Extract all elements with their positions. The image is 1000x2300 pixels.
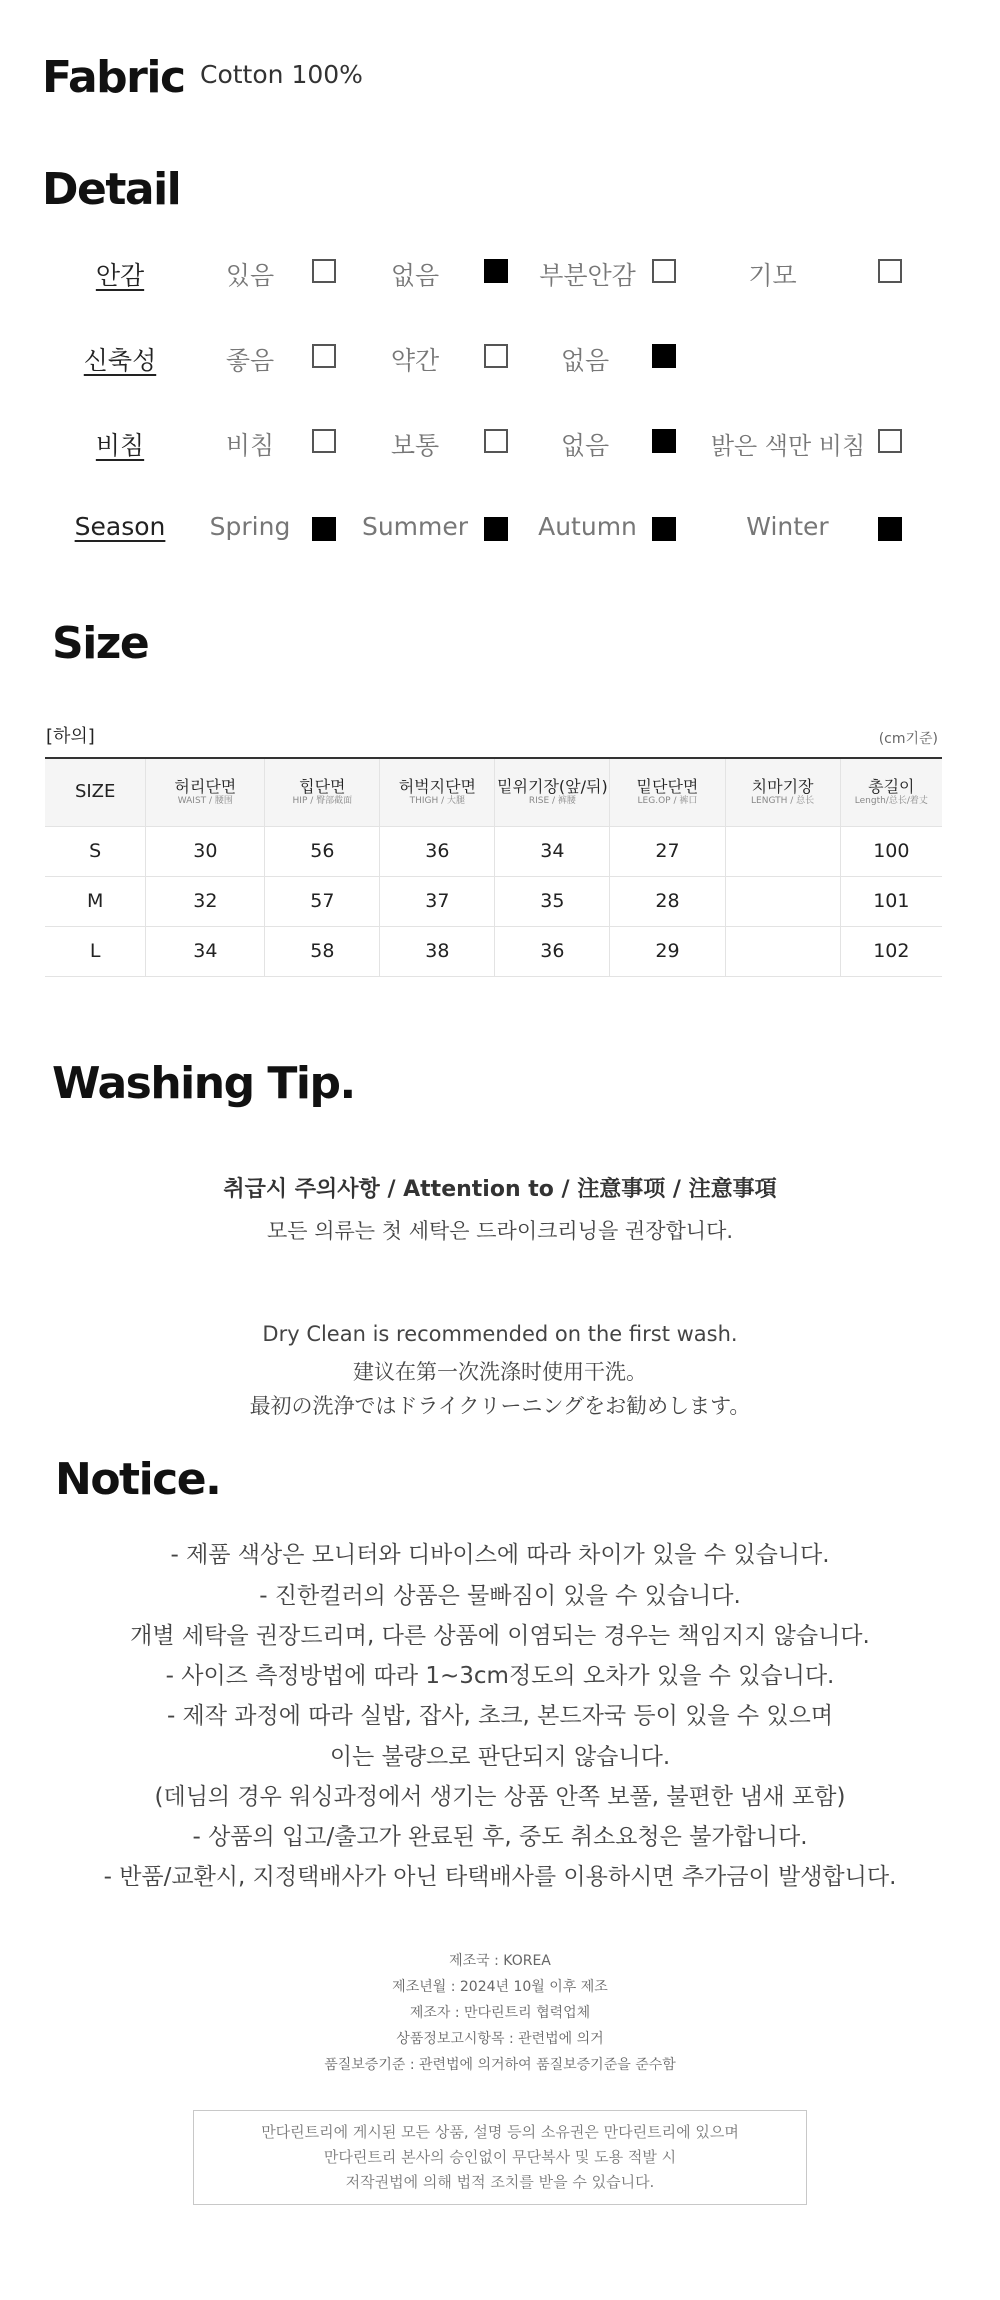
season-option-label: Autumn: [538, 512, 637, 541]
notice-line: 이는 불량으로 판단되지 않습니다.: [329, 1744, 671, 1770]
stretch-option-label: 좋음: [225, 346, 275, 375]
detail-title: Detail: [42, 164, 181, 215]
stretch-option-checkbox[interactable]: [312, 344, 336, 368]
stretch-option-checkbox[interactable]: [652, 344, 676, 368]
copyright-line: 저작권법에 의해 법적 조치를 받을 수 있습니다.: [345, 2173, 655, 2191]
notice-line: - 제품 색상은 모니터와 디바이스에 따라 차이가 있을 수 있습니다.: [170, 1542, 830, 1568]
copyright-line: 만다린트리에 게시된 모든 상품, 설명 등의 소유권은 만다린트리에 있으며: [261, 2123, 739, 2141]
table-row: [45, 826, 942, 876]
lining-option-checkbox[interactable]: [312, 259, 336, 283]
lining-option-checkbox[interactable]: [652, 259, 676, 283]
sheerness-option-label: 없음: [560, 431, 610, 460]
fabric-value: Cotton 100%: [200, 60, 363, 89]
col-sub: LENGTH / 总长: [751, 796, 815, 806]
col-main: 밑단단면: [636, 776, 699, 796]
size-cell: [725, 926, 840, 976]
sheerness-option-label: 비침: [225, 431, 275, 460]
footer-line: 품질보증기준 : 관련법에 의거하여 품질보증기준을 준수함: [324, 2057, 676, 2073]
season-option-label: Spring: [209, 512, 291, 541]
stretch-option-checkbox[interactable]: [484, 344, 508, 368]
size-cell: 102: [840, 926, 942, 976]
notice-title: Notice.: [55, 1454, 221, 1505]
lining-option-label: 있음: [225, 261, 275, 290]
sheerness-option-label: 보통: [390, 431, 440, 460]
season-option-label: Winter: [746, 512, 829, 541]
col-main: 치마기장: [751, 776, 814, 796]
size-cell: 30: [146, 826, 265, 876]
col-sub: WAIST / 腰围: [177, 796, 233, 806]
fabric-title: Fabric: [42, 52, 185, 103]
col-main: 밑위기장(앞/뒤): [497, 776, 608, 796]
size-cell: 100: [840, 826, 942, 876]
lining-option-label: 기모: [748, 261, 797, 290]
washing-line: 모든 의류는 첫 세탁은 드라이크리닝을 권장합니다.: [266, 1219, 734, 1243]
washing-line: 建议在第一次洗涤时使用干洗。: [353, 1360, 647, 1384]
size-col-header: [495, 758, 610, 826]
size-col-header: [380, 758, 495, 826]
notice-line: (데님의 경우 워싱과정에서 생기는 상품 안쪽 보풀, 불편한 냄새 포함): [154, 1784, 846, 1810]
sheerness-option-checkbox[interactable]: [484, 429, 508, 453]
col-sub: HIP / 臀部截面: [292, 796, 353, 806]
size-cell: 28: [610, 876, 725, 926]
size-col-header: [840, 758, 942, 826]
size-cell: [725, 876, 840, 926]
detail-label-stretch: 신축성: [83, 346, 157, 375]
season-option-checkbox[interactable]: [878, 517, 902, 541]
footer-line: 제조국 : KOREA: [449, 1953, 551, 1969]
table-row: [45, 876, 942, 926]
season-option-checkbox[interactable]: [652, 517, 676, 541]
notice-line: 개별 세탁을 권장드리며, 다른 상품에 이염되는 경우는 책임지지 않습니다.: [130, 1623, 870, 1649]
size-cell: [725, 826, 840, 876]
size-cell: 37: [380, 876, 495, 926]
col-main: 총길이: [868, 776, 915, 796]
size-cell: 36: [380, 826, 495, 876]
sheerness-option-checkbox[interactable]: [652, 429, 676, 453]
footer-line: 제조자 : 만다린트리 협력업체: [409, 2005, 591, 2021]
washing-heading: 취급시 주의사항 / Attention to / 注意事项 / 注意事項: [223, 1177, 777, 1202]
size-cell: 38: [380, 926, 495, 976]
season-option-label: Summer: [361, 512, 469, 541]
season-option-checkbox[interactable]: [312, 517, 336, 541]
size-table-tag: [하의]: [46, 726, 95, 747]
size-cell: S: [45, 826, 146, 876]
size-table-header: [45, 758, 942, 826]
size-cell: 35: [495, 876, 610, 926]
col-main: 허리단면: [174, 776, 237, 796]
detail-label-sheerness: 비침: [95, 431, 145, 460]
col-sub: THIGH / 大腿: [409, 796, 466, 806]
col-sub: LEG.OP / 裤口: [637, 796, 698, 806]
footer-line: 상품정보고시항목 : 관련법에 의거: [396, 2031, 604, 2047]
size-cell: 34: [495, 826, 610, 876]
lining-option-label: 없음: [390, 261, 440, 290]
notice-line: - 상품의 입고/출고가 완료된 후, 중도 취소요청은 불가합니다.: [192, 1824, 808, 1850]
notice-line: - 반품/교환시, 지정택배사가 아닌 타택배사를 이용하시면 추가금이 발생합니다.: [103, 1864, 897, 1890]
size-cell: 57: [265, 876, 380, 926]
sheerness-option-label: 밝은 색만 비침: [710, 432, 866, 460]
size-cell: 27: [610, 826, 725, 876]
size-col-header: [265, 758, 380, 826]
col-main: SIZE: [74, 781, 116, 803]
size-col-header: [610, 758, 725, 826]
size-cell: 101: [840, 876, 942, 926]
size-title: Size: [52, 618, 149, 669]
size-cell: M: [45, 876, 146, 926]
size-table-unit: (cm기준): [878, 731, 938, 747]
size-col-header: [45, 758, 146, 826]
copyright-notice: [193, 2110, 807, 2205]
size-cell: 36: [495, 926, 610, 976]
size-cell: 29: [610, 926, 725, 976]
detail-label-season: Season: [74, 512, 166, 541]
size-cell: 56: [265, 826, 380, 876]
notice-line: - 진한컬러의 상품은 물빠짐이 있을 수 있습니다.: [259, 1583, 741, 1609]
footer-line: 제조년월 : 2024년 10월 이후 제조: [392, 1979, 608, 1995]
lining-option-label: 부분안감: [539, 261, 636, 290]
table-row: [45, 926, 942, 976]
detail-label-lining: 안감: [95, 261, 145, 290]
stretch-option-label: 없음: [560, 346, 610, 375]
washing-line: 最初の洗浄ではドライクリーニングをお勧めします。: [249, 1394, 751, 1418]
stretch-option-label: 약간: [390, 346, 440, 375]
size-table: [45, 757, 942, 977]
size-cell: 34: [146, 926, 265, 976]
col-main: 힙단면: [299, 776, 346, 796]
notice-line: - 제작 과정에 따라 실밥, 잡사, 초크, 본드자국 등이 있을 수 있으며: [166, 1703, 834, 1729]
lining-option-checkbox[interactable]: [878, 259, 902, 283]
size-cell: 32: [146, 876, 265, 926]
col-sub: RISE / 裤腰: [528, 796, 576, 806]
col-main: 허벅지단면: [398, 776, 476, 796]
col-sub: Length/总长/着丈: [854, 796, 928, 806]
notice-line: - 사이즈 측정방법에 따라 1~3cm정도의 오차가 있을 수 있습니다.: [165, 1663, 835, 1689]
sheerness-option-checkbox[interactable]: [878, 429, 902, 453]
size-col-header: [725, 758, 840, 826]
size-cell: 58: [265, 926, 380, 976]
copyright-line: 만다린트리 본사의 승인없이 무단복사 및 도용 적발 시: [323, 2148, 677, 2166]
washing-title: Washing Tip.: [52, 1058, 355, 1109]
sheerness-option-checkbox[interactable]: [312, 429, 336, 453]
size-col-header: [146, 758, 265, 826]
washing-line: Dry Clean is recommended on the first wash.: [262, 1322, 738, 1346]
season-option-checkbox[interactable]: [484, 517, 508, 541]
size-cell: L: [45, 926, 146, 976]
lining-option-checkbox[interactable]: [484, 259, 508, 283]
